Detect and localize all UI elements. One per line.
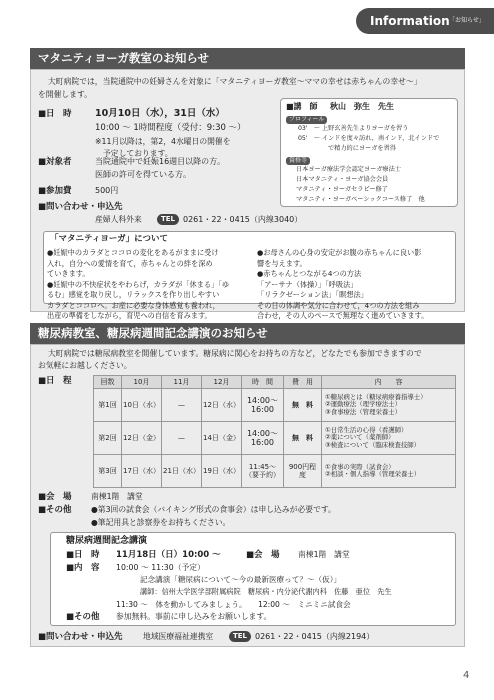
date-note: ※11月以降は，第2，4水曜日の開催を [95,137,231,146]
about-line: 響を与えます。 [257,258,307,268]
intro-text: 大町病院では，当院通院中の妊婦さんを対象に「マタニティヨーガ教室〜ママの幸せは赤ちゃんの幸せ〜」 [48,77,422,86]
about-line: 出産の準備をしながら，育児への自信を育みます。 [47,311,212,320]
content-item: ①食事の実際（試食会） [325,462,395,471]
profile-text: 05' 〜 インドを度々訪れ，南インド，北インドで [298,135,440,142]
date-value: 10月10日（水），31日（水） [95,108,225,119]
contact-label: ■問い合わせ・申込先 [38,632,123,642]
table-header-cell: 12月 [202,376,242,389]
about-line: その日の体調や気分に合わせて，4つの方法を組み [257,300,420,310]
date-label: ■日 時 [38,109,72,119]
about-line: ていきます。 [47,269,90,278]
qualification-text: 日本マタニティ・ヨーガ協会会員 [296,176,389,183]
contact-place: 産婦人科外来 [95,215,142,224]
qualification-text: 日本ヨーガ療法学会認定ヨーガ療法士 [296,166,401,173]
table-cell-dec: 19日（水） [202,455,242,488]
lecture-date: 11月18日（日）10:00 〜 [116,550,221,560]
lecture-speaker: 講師：信州大学医学部附属病院 糖尿病・内分泌代謝内科 佐藤 亜位 先生 [140,587,392,596]
target-text: 当院通院中で妊娠16週目以降の方。 [95,157,226,166]
intro-text: お気軽にお越しください。 [38,361,132,370]
profile-text: で精力的にヨーガを習得 [328,145,396,152]
other-text: ●第3回の試食会（バイキング形式の食事会）は申し込みが必要です。 [91,505,336,514]
table-cell-oct: 10日（水） [122,389,162,422]
section-title: 糖尿病教室、糖尿病週間記念講演のお知らせ [38,326,268,340]
lecture-content-label: ■内 容 [66,563,100,573]
target-label: ■対象者 [38,157,72,167]
fee-label: ■参加費 [38,186,72,196]
profile-text: 03' 〜 上野玄善先生よりヨーガを習う [298,125,409,132]
table-row [94,422,456,455]
lecture-program: 11:30 〜 体を動かしてみましょう。 12:00 〜 ミニミニ試食会 [116,600,351,609]
information-header [356,8,494,34]
instructor-label: ■講 師 [286,102,318,111]
section-title: マタニティヨーガ教室のお知らせ [38,51,210,65]
other-text: ●筆記用具と診察券をお持ちください。 [91,518,231,527]
table-cell-time: 14:00〜16:00 [242,422,284,455]
lecture-venue-label: ■会 場 [246,550,280,560]
lecture-time: 10:00 〜 11:30（予定） [116,563,205,572]
table-cell-nov: — [162,389,202,422]
section-title-bar [30,323,465,344]
target-text: 医師の許可を得ている方。 [95,170,191,179]
table-cell-time: 11:45〜（要予約） [242,455,284,488]
about-line: るむ」感覚を取り戻し，リラックスを作り出しやすい [47,290,220,299]
content-item: ③食事療法（管理栄養士） [325,407,402,416]
table-header-cell: 内 容 [322,376,456,389]
about-line: ●赤ちゃんとつながる4つの方法 [257,269,362,278]
table-cell-contents [322,422,456,455]
instructor-name: 秋山 弥生 先生 [330,102,394,111]
table-cell-nov: 21日（水） [162,455,202,488]
table-row [94,389,456,422]
about-line: ●妊娠中の不快症状をやわらげ，カラダが「休まる」「ゆ [47,279,230,289]
about-line: 「アーサナ（体操）」「呼吸法」 [257,279,358,289]
table-row [94,455,456,488]
content-item: ①日常生活の心得（看護師） [325,425,408,434]
tel-number[interactable]: 0261・22・0415（内線2194） [255,632,375,641]
about-left-list [47,248,252,322]
lecture-title: 糖尿病週間記念講演 [66,536,148,546]
contact-place: 地域医療福祉連携室 [143,632,214,641]
table-cell-fee: 900円程 度 [284,455,322,488]
about-line: 入れ，自分への愛情を育て，赤ちゃんとの絆を深め [47,258,213,268]
about-line: 「リラクゼーション法」「瞑想法」 [257,290,368,299]
header-subtitle: 「お知らせ」 [449,17,485,24]
table-header-cell: 10月 [122,376,162,389]
table-cell-contents [322,389,456,422]
table-cell-nov: — [162,422,202,455]
table-cell-time: 14:00〜16:00 [242,389,284,422]
other-label: ■その他 [38,505,72,515]
table-cell-dec: 14日（金） [202,422,242,455]
about-right-list [257,248,457,322]
contact-label: ■問い合わせ・申込先 [38,202,123,212]
table-cell-fee: 無 料 [284,422,322,455]
about-line: ●妊娠中のカラダとココロの変化をあるがままに受け [47,248,219,257]
tel-badge: TEL [157,214,179,225]
table-cell-contents [322,455,456,488]
table-cell-oct: 17日（水） [122,455,162,488]
content-item: ②相談・個人指導（管理栄養士） [325,470,421,478]
about-line: カラダとココロへ。お産に必要な身体感覚も養われ， [47,300,220,310]
tel-badge: TEL [229,631,251,642]
table-header-cell: 11月 [162,376,202,389]
schedule-label: ■日 程 [38,376,72,386]
lecture-talk: 記念講演「糖尿病について〜今の最新医療って？〜（仮）」 [140,575,342,584]
content-item: ③検査について（臨床検査技師） [325,440,421,449]
schedule-table [93,375,456,488]
tel-number[interactable]: 0261・22・0415（内線3040） [183,215,303,224]
table-cell-dec: 12日（水） [202,389,242,422]
content-item: ②薬について（薬剤師） [325,433,395,442]
profile-label: プロフィール [286,116,327,124]
content-item: ①糖尿病とは（糖尿病療養指導士） [325,392,427,401]
table-cell-oct: 12日（金） [122,422,162,455]
about-line: 合わせ，その人のペースで無理なく進めていきます。 [257,311,429,320]
time-value: 10:00 〜 1時間程度（受付：9:30 〜） [95,123,246,133]
qualification-text: マタニティ・ヨーガセラピー修了 [296,186,388,193]
header-title: Information [370,14,450,28]
table-header-cell: 時 間 [242,376,284,389]
table-cell-fee: 無 料 [284,389,322,422]
about-line: ●お母さんの心身の安定がお腹の赤ちゃんに良い影 [257,248,422,257]
intro-text: を開催します。 [38,90,92,99]
page-number: 4 [463,670,470,681]
table-cell-no: 第3回 [94,455,122,488]
venue-value: 南棟1階 講堂 [91,492,143,501]
table-header-cell: 回数 [94,376,122,389]
lecture-venue: 南棟1階 講堂 [298,550,350,559]
content-item: ②運動療法（理学療法士） [325,400,402,409]
qualification-text: マタニティ・ヨーガベーシックコース修了 他 [296,196,425,203]
section-title-bar [30,48,465,69]
intro-text: 大町病院では糖尿病教室を開催しています。糖尿病に関心をお持ちの方など，どなたでも参加できますので [48,349,422,358]
table-cell-no: 第1回 [94,389,122,422]
fee-value: 500円 [95,186,119,195]
qualification-label: 資格等 [286,157,310,165]
date-note: 予定しております。 [103,149,173,158]
lecture-other: 参加無料。事前に申し込みをお願いします。 [116,612,272,621]
about-title: 「マタニティヨーガ」について [50,234,168,244]
lecture-date-label: ■日 時 [66,550,100,560]
venue-label: ■会 場 [38,492,72,502]
table-header-cell: 費 用 [284,376,322,389]
lecture-other-label: ■その他 [66,612,100,622]
table-cell-no: 第2回 [94,422,122,455]
